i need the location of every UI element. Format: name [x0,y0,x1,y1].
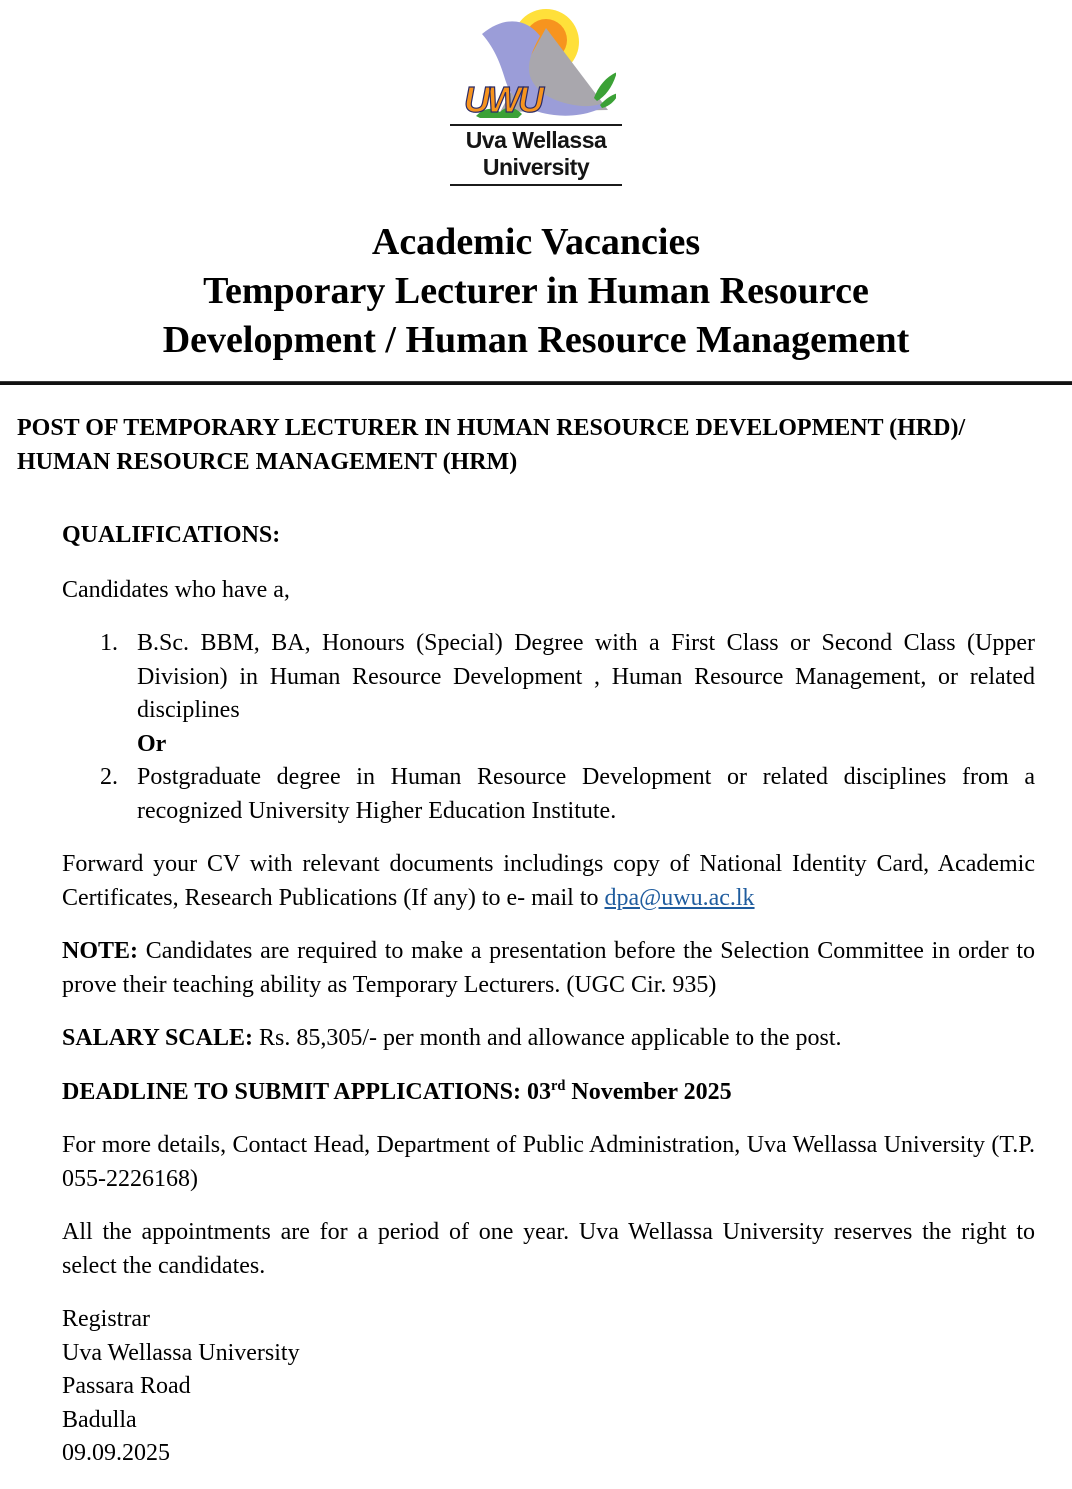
note-text: Candidates are required to make a presentation before the Selection Committee in order to prove their teaching ability as Temporary Lecturers. (UGC Cir. 935) [62,938,1035,998]
document-body [62,519,1035,1471]
qualification-2-text: Postgraduate degree in Human Resource Development or related disciplines from a recognized University Higher Education Institute. [137,764,1035,824]
deadline-label: DEADLINE TO SUBMIT APPLICATIONS: 03 [62,1078,551,1105]
note-paragraph [62,935,1035,1002]
list-item-text [137,761,1035,828]
deadline-date: November 2025 [565,1078,732,1105]
deadline-ordinal: rd [551,1077,566,1094]
salary-label: SALARY SCALE: [62,1025,253,1051]
university-logo [450,6,622,186]
vacancy-document [0,6,1072,1489]
contact-paragraph: For more details, Contact Head, Department of Public Administration, Uva Wellassa University (T.P. 055-2226168) [62,1132,1035,1192]
university-name-line2: University [482,154,590,180]
signature-date: 09.09.2025 [62,1440,170,1466]
forward-cv-text: Forward your CV with relevant documents includings copy of National Identity Card, Academic Certificates, Research Publications (If any) to e- mail to [62,851,1035,911]
list-item [62,761,1035,828]
post-heading-line2: HUMAN RESOURCE MANAGEMENT (HRM) [17,449,518,475]
list-item-text [137,627,1035,761]
title-divider [0,381,1072,385]
list-item-marker: 1. [100,630,118,656]
list-item-marker: 2. [100,764,118,790]
post-heading [17,411,1035,479]
qualifications-intro: Candidates who have a, [62,576,290,603]
title-line1: Academic Vacancies [371,221,701,263]
signature-city: Badulla [62,1406,137,1433]
note-label: NOTE: [62,938,139,964]
salary-text: Rs. 85,305/- per month and allowance applicable to the post. [252,1025,842,1051]
uwu-acronym: UWU [464,79,541,120]
university-name-line1: Uva Wellassa [465,127,607,153]
signature-block [62,1303,1035,1471]
signature-role: Registrar [62,1306,150,1332]
page-title [0,218,1072,365]
deadline-paragraph [62,1076,1035,1110]
qualifications-heading: QUALIFICATIONS: [62,522,281,548]
qualifications-list [62,627,1035,828]
signature-street: Passara Road [62,1373,191,1399]
appointments-paragraph: All the appointments are for a period of one year. Uva Wellassa University reserves the right to select the candidates. [62,1219,1035,1279]
university-name [450,124,622,186]
or-separator: Or [137,730,167,757]
list-item [62,627,1035,761]
signature-institution: Uva Wellassa University [62,1339,300,1366]
qualification-1-text: B.Sc. BBM, BA, Honours (Special) Degree with a First Class or Second Class (Upper Division) in Human Resource Development , Human Resource Management, or related disciplines [137,630,1035,723]
title-line2: Temporary Lecturer in Human Resource [203,270,869,312]
title-line3: Development / Human Resource Management [162,319,910,361]
uwu-logo-graphic [456,6,616,122]
post-heading-line1: POST OF TEMPORARY LECTURER IN HUMAN RESOURCE DEVELOPMENT (HRD)/ [17,415,966,441]
forward-cv-paragraph [62,848,1035,915]
email-link[interactable]: dpa@uwu.ac.lk [604,884,755,911]
salary-paragraph [62,1022,1035,1056]
